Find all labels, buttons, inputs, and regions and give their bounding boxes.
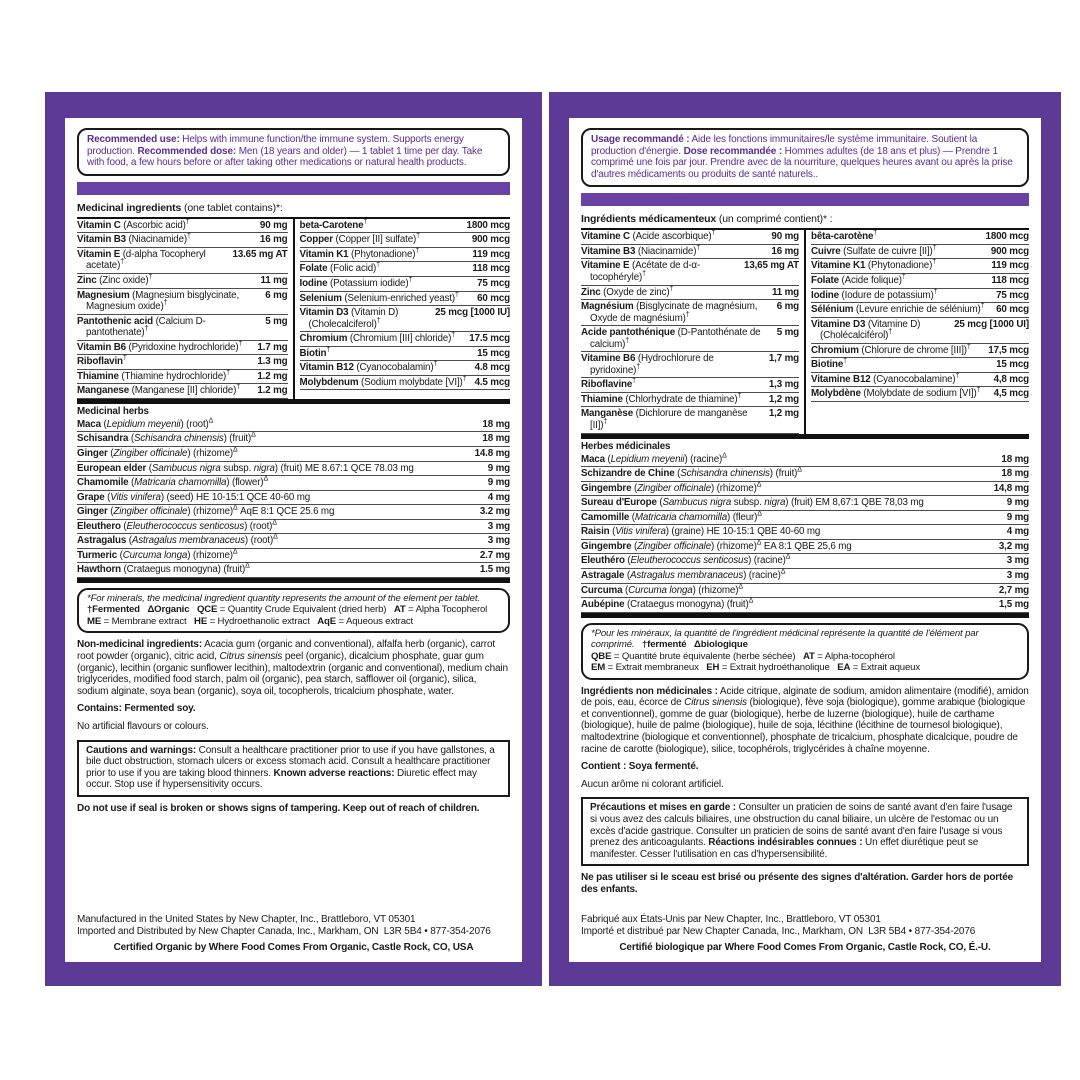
ingredient-name: bêta-carotène†: [811, 230, 878, 243]
ingredient-row: [811, 318, 1029, 344]
ingredient-amount: 75 mcg: [996, 289, 1029, 301]
ingredient-name: Copper (Copper [II] sulfate)†: [299, 233, 420, 246]
ingredient-name: Manganese (Manganese [II] chloride)†: [77, 384, 240, 397]
ingredient-row: [77, 447, 510, 462]
ingredient-name: Chamomile (Matricaria chamomilla) (flower)$^\Delta$: [77, 475, 268, 489]
ingredient-row: [581, 540, 1029, 555]
ingredient-row: [581, 598, 1029, 613]
ingredient-name: Sureau d'Europe (Sambucus nigra subsp. nigra) (fruit) EM 8,67:1 QBE 78,03 mg: [581, 497, 924, 509]
ingredient-name: Magnesium (Magnesium bisglycinate, Magnesium oxide)†: [77, 289, 240, 313]
ingredient-amount: 1.2 mg: [257, 385, 288, 397]
ingredient-name: Acide pantothénique (D-Pantothénate de calcium)†: [581, 327, 761, 350]
ingredient-amount: 17.5 mcg: [469, 333, 510, 345]
ingredient-row: [300, 292, 511, 307]
ingredient-amount: 900 mcg: [471, 234, 510, 246]
recommended-use-box: [77, 128, 510, 176]
recommended-use-text: Recommended use: Helps with immune function/the immune system. Supports energy production. Recommended dose: Men (18 years and older) — 1 tablet 1 time per day. Take with food, a few hours before or after taking other medications or natural health products.: [87, 134, 483, 169]
ingredient-row: [581, 584, 1029, 599]
english-label-content: [65, 118, 522, 962]
ingredient-row: [300, 306, 511, 332]
ingredient-name: Biotine†: [811, 358, 847, 371]
recommended-use-text: Usage recommandé : Aide les fonctions immunitaires/le système immunitaire. Soutient la production d'énergie. Dose recommandée : Hommes adultes (de 18 ans et plus) — Prendre 1 comprimé une fois par jour. Prendre avec de la nourriture, quelques heures avant ou après la prise d'autres médicaments ou produits de santé naturels..: [591, 134, 1013, 180]
vitamins-table: [581, 230, 1029, 433]
ingredient-amount: 13.65 mg AT: [232, 248, 288, 260]
ingredient-name: Vitamin K1 (Phytonadione)†: [299, 247, 420, 260]
ingredient-amount: 6 mg: [776, 301, 799, 313]
ingredient-amount: 1,7 mg: [768, 353, 799, 365]
section-rule: [77, 578, 510, 583]
ingredient-name: Schizandre de Chine (Schisandra chinensis) (fruit)$^\Delta$: [581, 466, 802, 480]
ingredient-row: [581, 259, 799, 285]
ingredient-name: Astragale (Astragalus membranaceus) (racine)$^\Delta$: [581, 568, 786, 581]
ingredient-amount: 1,3 mg: [768, 379, 799, 391]
ingredient-row: [300, 347, 511, 362]
ingredient-name: Vitamin B6 (Pyridoxine hydrochloride)†: [77, 340, 243, 353]
ingredient-row: [581, 496, 1029, 511]
ingredient-amount: 1,2 mg: [768, 408, 799, 420]
ingredient-row: [581, 378, 799, 393]
ingredient-amount: 3 mg: [1006, 555, 1029, 567]
ingredient-amount: 9 mg: [487, 477, 510, 489]
ingredient-row: [811, 358, 1029, 373]
ingredient-row: [77, 341, 288, 356]
ingredient-name: Iodine (Potassium iodide)†: [299, 276, 413, 289]
ingredient-name: Grape (Vitis vinifera) (seed) HE 10-15:1 QCE 40-60 mg: [77, 491, 311, 503]
ingredient-name: Curcuma (Curcuma longa) (rhizome)$^\Delta$: [581, 583, 743, 596]
cautions-text: Précautions et mises en garde : Consulter un praticien de soins de santé avant d'en faire l'usage si vous avez des calculs biliaires, une obstruction du canal biliaire, un ulcère de l'estomac ou un excès d'acide gastrique. Consulter un praticien de soins de santé avant d'en faire l'usage si vous prenez des anticoagulants. Réactions indésirables connues : Un effet diurétique peut se manifester. Cesser l'utilisation en cas d'hypersensibilité.: [590, 802, 1013, 860]
recommended-use-box: [581, 128, 1029, 187]
ingredient-row: [77, 432, 510, 447]
ingredient-amount: 25 mcg [1000 IU]: [435, 307, 510, 319]
ingredient-name: Ginger (Zingiber officinale) (rhizome)$^\Delta$ AqE 8:1 QCE 25.6 mg: [77, 504, 335, 518]
cautions-box: [77, 740, 510, 797]
contains-statement: Contains: Fermented soy.: [77, 703, 196, 715]
ingredient-amount: 16 mg: [259, 234, 288, 246]
medicinal-herbs-heading: Medicinal herbs: [77, 405, 149, 417]
vitamins-column-left: [77, 219, 288, 399]
ingredient-name: Magnésium (Bisglycinate de magnésium, Oxyde de magnésium)†: [581, 301, 758, 324]
ingredient-row: [300, 233, 511, 248]
ingredient-name: Selenium (Selenium-enriched yeast)†: [299, 291, 459, 304]
ingredient-row: [77, 289, 288, 315]
ingredient-row: [581, 511, 1029, 526]
ingredient-amount: 1,2 mg: [768, 393, 799, 405]
ingredient-name: Iodine (Iodure de potassium)†: [811, 288, 938, 301]
ingredient-row: [77, 355, 288, 370]
ingredient-amount: 18 mg: [1001, 468, 1029, 480]
ingredient-row: [77, 274, 288, 289]
ingredient-row: [811, 303, 1029, 318]
ingredient-amount: 9 mg: [1006, 511, 1029, 523]
ingredient-name: Vitamine D3 (Vitamine D) (Cholécalciférol)†: [811, 318, 921, 342]
ingredient-name: Chromium (Chlorure de chrome [III])†: [811, 343, 971, 356]
herbs-section: [581, 440, 1029, 613]
ingredient-row: [77, 462, 510, 477]
ingredient-row: [581, 230, 799, 245]
ingredient-name: Maca (Lepidium meyenii) (root)$^\Delta$: [77, 417, 214, 430]
ingredient-amount: 11 mg: [771, 286, 799, 298]
section-rule: [581, 434, 1029, 439]
ingredient-name: Pantothenic acid (Calcium D-pantothenate)†: [77, 315, 206, 339]
ingredient-row: [811, 289, 1029, 304]
ingredient-amount: 3 mg: [1006, 569, 1029, 581]
ingredient-amount: 1.7 mg: [257, 341, 288, 353]
ingredient-name: Folate (Folic acid)†: [299, 262, 380, 275]
ingredient-name: Ginger (Zingiber officinale) (rhizome)$^\Delta$: [77, 446, 238, 459]
ingredient-row: [811, 230, 1029, 245]
ingredient-row: [77, 520, 510, 535]
footnotes-box: [77, 588, 510, 634]
section-divider-bar: [77, 182, 510, 195]
ingredient-row: [300, 277, 511, 292]
ingredient-amount: 6 mg: [265, 289, 288, 301]
ingredient-amount: 9 mg: [487, 462, 510, 474]
ingredient-name: Vitamine E (Acétate de d-α-tocophéryle)†: [581, 260, 701, 284]
ingredient-name: Vitamin E (d-alpha Tocopheryl acetate)†: [77, 248, 206, 272]
ingredient-row: [581, 352, 799, 378]
footnotes-box: [581, 623, 1029, 680]
vitamins-table: [77, 219, 510, 399]
ingredient-row: [77, 491, 510, 506]
contains-statement: Contient : Soya fermenté.: [581, 761, 699, 773]
flex-spacer: [77, 815, 510, 915]
ingredient-row: [77, 418, 510, 433]
ingredient-row: [581, 393, 799, 408]
ingredient-row: [581, 326, 799, 352]
medicinal-herbs-heading: Herbes médicinales: [581, 440, 671, 452]
ingredient-name: Vitamin B12 (Cyanocobalamin)†: [299, 360, 438, 374]
ingredient-name: Vitamin B3 (Niacinamide)†: [77, 233, 191, 246]
ingredient-name: Riboflavine†: [581, 378, 636, 391]
ingredient-amount: 60 mcg: [996, 304, 1029, 316]
ingredient-name: Vitamine C (Acide ascorbique)†: [581, 230, 716, 243]
ingredient-row: [811, 344, 1029, 359]
french-label-panel: [549, 92, 1061, 986]
ingredient-amount: 9 mg: [1006, 497, 1029, 509]
ingredient-amount: 18 mg: [482, 418, 510, 430]
ingredient-name: Vitamine B12 (Cyanocobalamine)†: [811, 372, 960, 385]
ingredient-amount: 17,5 mcg: [988, 344, 1029, 356]
ingredient-row: [77, 563, 510, 578]
ingredient-amount: 3 mg: [487, 535, 510, 547]
medicinal-ingredients-heading: Ingrédients médicamenteux (un comprimé contient)* :: [581, 211, 1029, 230]
ingredient-row: [77, 476, 510, 491]
ingredient-amount: 15 mcg: [477, 347, 510, 359]
no-artificial-statement: Aucun arôme ni colorant artificiel.: [581, 778, 724, 790]
no-artificial-statement: No artificial flavours or colours.: [77, 720, 209, 732]
ingredient-name: Riboflavin†: [77, 354, 127, 368]
manufacturer-info: Fabriqué aux États-Unis par New Chapter, Inc., Brattleboro, VT 05301 Importé et distribué par New Chapter Canada, Inc., Markham, ON L3R 5B4 • 877-354-2076: [581, 914, 976, 937]
ingredient-row: [77, 370, 288, 385]
ingredient-row: [300, 376, 511, 391]
certified-organic-line: Certified Organic by Where Food Comes From Organic, Castle Rock, CO, USA: [113, 942, 474, 954]
footnotes-text: *For minerals, the medicinal ingredient quantity represents the amount of the element per tablet. †Fermented ΔOrganic QCE = Quantity Crude Equivalent (dried herb) AT = Alpha Tocopherol ME = Membrane extract HE = Hydroethanolic extract AqE = Aqueous extract: [87, 592, 488, 627]
ingredient-name: Molybdenum (Sodium molybdate [VI])†: [299, 375, 467, 388]
ingredient-amount: 5 mg: [776, 327, 799, 339]
seal-warning: Ne pas utiliser si le sceau est brisé ou présente des signes d'altération. Garder hors de portée des enfants.: [581, 872, 1014, 895]
ingredient-amount: 90 mg: [771, 231, 799, 243]
ingredient-name: beta-Carotene†: [299, 218, 368, 231]
ingredient-amount: 118 mcg: [991, 275, 1029, 287]
ingredient-name: Molybdène (Molybdate de sodium [VI])†: [811, 387, 981, 400]
ingredient-name: Zinc (Oxyde de zinc)†: [581, 285, 674, 298]
ingredient-row: [300, 361, 511, 376]
ingredient-amount: 1800 mcg: [985, 231, 1029, 243]
ingredient-amount: 14,8 mg: [993, 482, 1029, 494]
ingredient-amount: 15 mcg: [996, 359, 1029, 371]
ingredient-row: [581, 245, 799, 260]
ingredient-row: [811, 259, 1029, 274]
ingredient-amount: 60 mcg: [477, 292, 510, 304]
ingredient-name: Vitamin C (Ascorbic acid)†: [77, 218, 190, 231]
herbs-section: [77, 405, 510, 578]
ingredient-name: Vitamine B6 (Hydrochlorure de pyridoxine)†: [581, 353, 714, 376]
ingredient-row: [77, 534, 510, 549]
ingredient-amount: 16 mg: [771, 245, 799, 257]
ingredient-row: [811, 373, 1029, 388]
ingredient-amount: 1.2 mg: [257, 370, 288, 382]
column-divider: [804, 230, 806, 433]
ingredient-row: [581, 569, 1029, 584]
herbs-rows: [581, 453, 1029, 613]
french-label-content: [569, 118, 1041, 962]
ingredient-amount: 4.8 mcg: [474, 362, 510, 374]
ingredient-name: Vitamine K1 (Phytonadione)†: [811, 259, 936, 272]
ingredient-row: [300, 332, 511, 347]
ingredient-name: Maca (Lepidium meyenii) (racine)$^\Delta$: [581, 452, 727, 465]
ingredient-amount: 3.2 mg: [479, 506, 510, 518]
ingredient-amount: 118 mcg: [472, 263, 510, 275]
ingredient-amount: 119 mcg: [472, 248, 510, 260]
ingredient-name: Turmeric (Curcuma longa) (rhizome)$^\Delta$: [77, 548, 238, 561]
ingredient-row: [300, 248, 511, 263]
ingredient-amount: 4,8 mcg: [993, 373, 1029, 385]
ingredient-name: Biotin†: [299, 346, 331, 359]
ingredient-row: [811, 245, 1029, 260]
ingredient-amount: 1800 mcg: [466, 219, 510, 231]
ingredient-row: [581, 407, 799, 433]
footnotes-text: *Pour les minéraux, la quantité de l'ingrédient médicinal représente la quantité de l'élément par comprimé. †fermenté Δbiologique QBE = Quantité brute équivalente (herbe séchée) AT = Alpha-tocophérol EM = Extrait membraneux EH = Extrait hydroéthanolique EA = Extrait aqueux: [591, 627, 979, 674]
ingredient-name: Manganèse (Dichlorure de manganèse [II])†: [581, 408, 748, 432]
ingredient-row: [77, 384, 288, 399]
vitamins-column-right: [811, 230, 1029, 433]
seal-warning: Do not use if seal is broken or shows signs of tampering. Keep out of reach of children.: [77, 802, 480, 814]
section-rule: [77, 399, 510, 404]
ingredient-row: [300, 262, 511, 277]
ingredient-amount: 2.7 mg: [479, 549, 510, 561]
ingredient-row: [77, 315, 288, 341]
medicinal-ingredients-heading: Medicinal ingredients (one tablet contains)*:: [77, 200, 510, 219]
ingredient-name: Gingembre (Zingiber officinale) (rhizome)$^\Delta$ EA 8:1 QBE 25,6 mg: [581, 539, 852, 552]
ingredient-amount: 1.5 mg: [479, 564, 510, 576]
certified-organic-line: Certifié biologique par Where Food Comes From Organic, Castle Rock, CO, É.-U.: [619, 942, 991, 954]
ingredient-name: Gingembre (Zingiber officinale) (rhizome)$^\Delta$: [581, 481, 762, 494]
ingredient-amount: 3 mg: [487, 520, 510, 532]
vitamins-column-right: [300, 219, 511, 399]
ingredient-name: Camomille (Matricaria chamomilla) (fleur)$^\Delta$: [581, 510, 762, 523]
ingredient-row: [581, 525, 1029, 540]
ingredient-name: Aubépine (Crataegus monogyna) (fruit)$^\Delta$: [581, 597, 754, 611]
ingredient-name: Astragalus (Astragalus membranaceus) (root)$^\Delta$: [77, 534, 278, 547]
ingredient-amount: 119 mcg: [991, 260, 1029, 272]
ingredient-name: Folate (Acide folique)†: [811, 273, 906, 287]
non-medicinal-paragraph: Non-medicinal ingredients: Acacia gum (organic and conventional), alfalfa herb (organic), carrot root powder (organic), citric acid, Citrus sinensis peel (organic), dicalcium phosphate, guar gum (organic), lecithin (organic sunflower lecithin), maltodextrin (organic and conventional), medium chain triglycerides, modified food starch, palm oil (organic), pea starch, safflower oil (organic), silica, sodium alginate, soya bean (organic), soya oil, tocopherols, tricalcium phosphate, water.: [77, 639, 508, 697]
ingredient-amount: 18 mg: [482, 433, 510, 445]
column-divider: [293, 219, 295, 399]
ingredient-amount: 2,7 mg: [998, 584, 1029, 596]
ingredient-name: Sélénium (Levure enrichie de sélénium)†: [811, 302, 985, 316]
ingredient-name: European elder (Sambucus nigra subsp. nigra) (fruit) ME 8.67:1 QCE 78.03 mg: [77, 462, 414, 474]
ingredient-row: [77, 233, 288, 248]
ingredient-amount: 5 mg: [265, 315, 288, 327]
ingredient-name: Eleuthero (Eleutherococcus senticosus) (root)$^\Delta$: [77, 519, 277, 532]
ingredient-row: [581, 286, 799, 301]
section-rule: [581, 613, 1029, 618]
ingredient-row: [811, 274, 1029, 289]
vitamins-column-left: [581, 230, 799, 433]
ingredient-amount: 75 mcg: [477, 277, 510, 289]
ingredient-amount: 14.8 mg: [474, 447, 510, 459]
ingredient-name: Eleuthéro (Eleutherococcus senticosus) (racine)$^\Delta$: [581, 554, 791, 567]
ingredient-row: [581, 482, 1029, 497]
ingredient-name: Zinc (Zinc oxide)†: [77, 273, 153, 286]
non-medicinal-paragraph: Ingrédients non médicinales : Acide citrique, alginate de sodium, amidon alimentaire (modifié), amidon de pois, eau, écorce de Citrus sinensis (biologique), fève soja (biologique), gomme arabique (biologique et conventionnel), gomme de guar (biologique), herbe de luzerne (biologique), huile de carthame (biologique), huile de palme (biologique), huile de soja, lécithine (lécithine de tournesol biologique), maltodextrine (biologique et conventionnel), phosphate de tricalcium, phosphate dicalcique, poudre de racine de carotte (biologique), silice, tocophérols, triglycérides à chaîne moyenne.: [581, 685, 1029, 755]
ingredient-name: Schisandra (Schisandra chinensis) (fruit)$^\Delta$: [77, 432, 256, 445]
ingredient-name: Cuivre (Sulfate de cuivre [II])†: [811, 244, 937, 257]
ingredient-amount: 90 mg: [259, 219, 288, 231]
ingredient-row: [581, 453, 1029, 468]
ingredient-row: [581, 467, 1029, 482]
ingredient-amount: 3,2 mg: [998, 540, 1029, 552]
ingredient-name: Chromium (Chromium [III] chloride)†: [299, 331, 455, 345]
english-label-panel: [45, 92, 542, 986]
ingredient-amount: 11 mg: [260, 274, 288, 286]
section-divider-bar: [581, 193, 1029, 206]
ingredient-amount: 1.3 mg: [257, 356, 288, 368]
ingredient-row: [77, 505, 510, 520]
cautions-box: [581, 797, 1029, 866]
cautions-text: Cautions and warnings: Consult a healthcare practitioner prior to use if you have gallstones, a bile duct obstruction, stomach ulcers or excess stomach acid. Consult a healthcare practitioner prior to use if you are taking blood thinners. Known adverse reactions: Diuretic effect may occur. Stop use if hypersensitivity occurs.: [86, 744, 495, 791]
ingredient-name: Vitamin D3 (Vitamin D) (Cholecalciferol)†: [299, 307, 399, 330]
ingredient-amount: 25 mcg [1000 UI]: [954, 318, 1029, 330]
ingredient-name: Vitamine B3 (Niacinamide)†: [581, 244, 701, 257]
ingredient-amount: 4 mg: [487, 491, 510, 503]
ingredient-row: [77, 219, 288, 234]
ingredient-name: Hawthorn (Crataegus monogyna) (fruit)$^\Delta$: [77, 563, 250, 576]
ingredient-row: [581, 300, 799, 326]
ingredient-amount: 13,65 mg AT: [744, 260, 799, 272]
herbs-rows: [77, 418, 510, 578]
ingredient-name: Thiamine (Thiamine hydrochloride)†: [77, 369, 230, 382]
ingredient-name: Raisin (Vitis vinifera) (graine) HE 10-15:1 QBE 40-60 mg: [581, 526, 821, 538]
flex-spacer: [581, 896, 1029, 915]
ingredient-name: Thiamine (Chlorhydrate de thiamine)†: [581, 392, 742, 405]
ingredient-row: [811, 387, 1029, 402]
ingredient-amount: 1,5 mg: [998, 599, 1029, 611]
ingredient-row: [77, 549, 510, 564]
ingredient-amount: 4.5 mcg: [474, 376, 510, 388]
ingredient-amount: 900 mcg: [990, 245, 1029, 257]
ingredient-amount: 4 mg: [1006, 526, 1029, 538]
ingredient-row: [300, 219, 511, 234]
ingredient-amount: 4,5 mcg: [993, 388, 1029, 400]
manufacturer-info: Manufactured in the United States by New Chapter, Inc., Brattleboro, VT 05301 Imported and Distributed by New Chapter Canada, Inc., Markham, ON L3R 5B4 • 877-354-2076: [77, 914, 491, 937]
ingredient-amount: 18 mg: [1001, 453, 1029, 465]
ingredient-row: [581, 554, 1029, 569]
ingredient-row: [77, 248, 288, 274]
